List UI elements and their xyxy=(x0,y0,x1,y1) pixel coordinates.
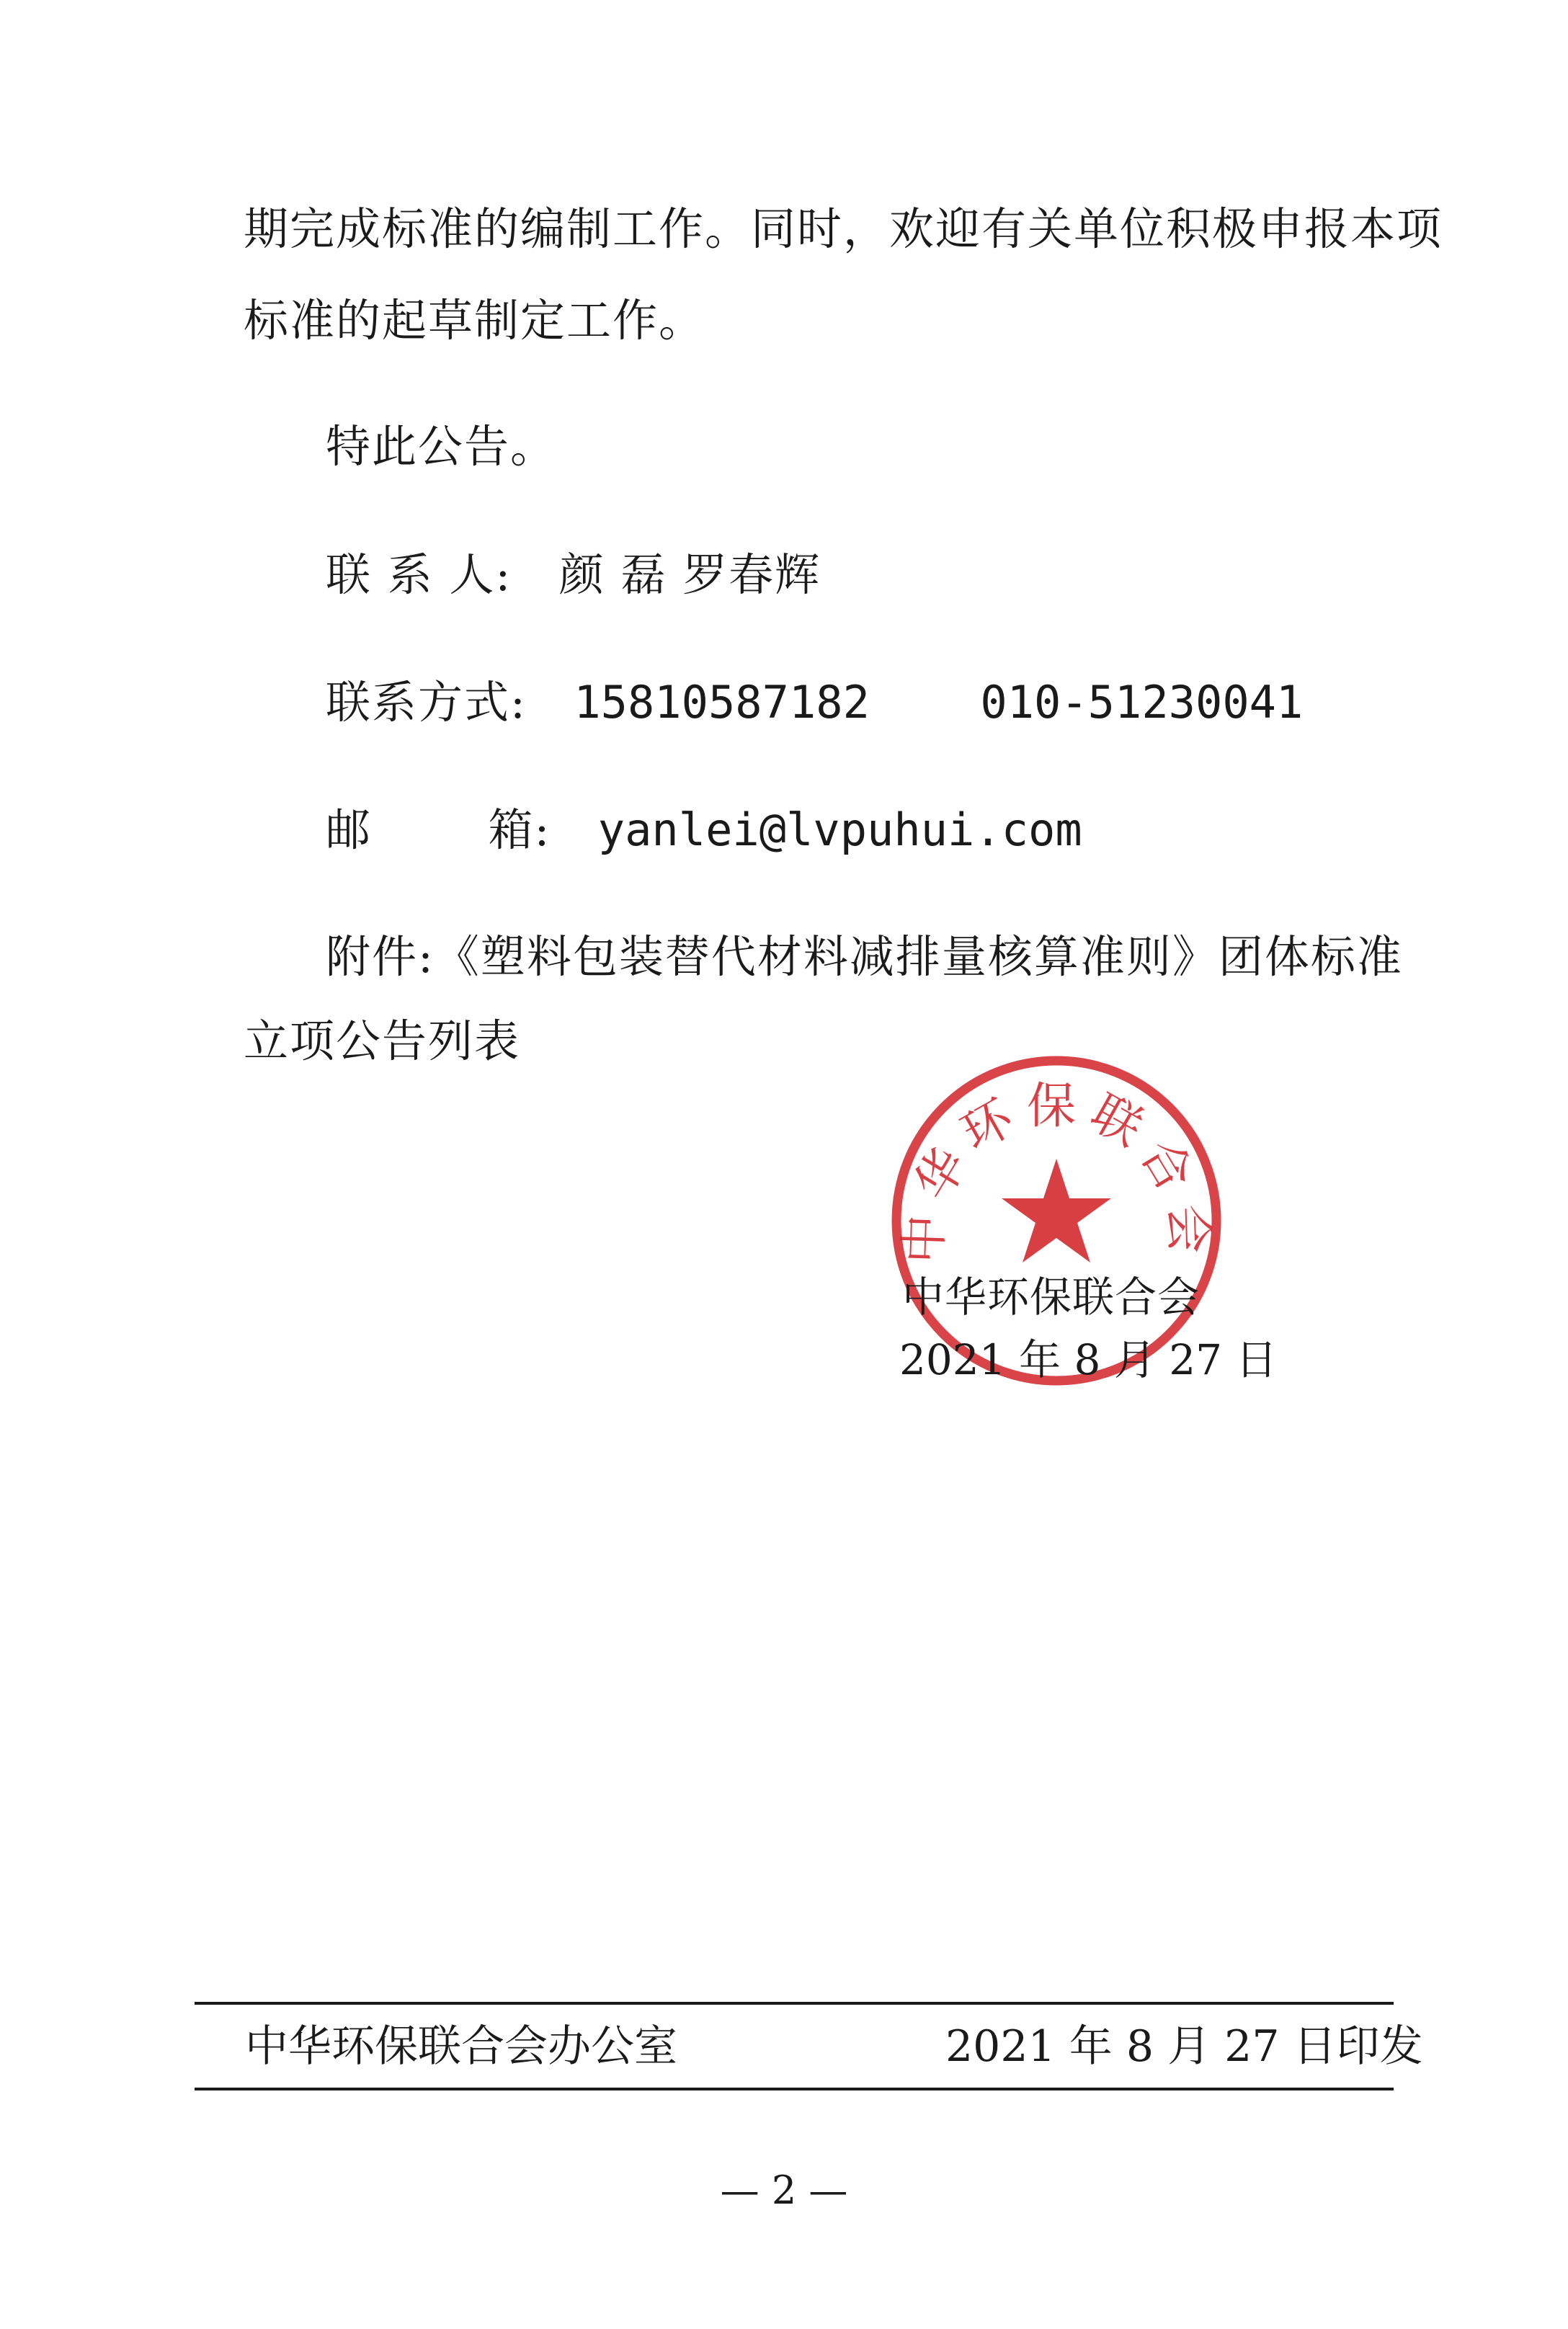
closing-text: 特此公告。 xyxy=(326,420,557,473)
footer-issue-date: 2021 年 8 月 27 日印发 xyxy=(945,2021,1423,2072)
footer-bottom-rule xyxy=(195,2088,1394,2090)
attachment-line: 附件:《塑料包装替代材料减排量核算准则》团体标准 xyxy=(326,930,1403,983)
footer-issuer: 中华环保联合会办公室 xyxy=(245,2021,677,2072)
email-label-char-1: 邮 xyxy=(326,803,373,856)
star-icon xyxy=(1002,1159,1111,1263)
footer-top-rule xyxy=(195,2002,1394,2005)
attachment-line: 立项公告列表 xyxy=(244,1015,521,1067)
body-paragraph-line: 期完成标准的编制工作。同时，欢迎有关单位积极申报本项 xyxy=(244,202,1443,255)
contact-phone-2: 010-51230041 xyxy=(980,676,1304,729)
signature-organization: 中华环保联合会 xyxy=(902,1273,1200,1322)
contact-phone-label: 联系方式: xyxy=(326,676,527,729)
contact-person-value: 颜 磊 罗春辉 xyxy=(558,548,821,601)
contact-person-label: 联 系 人: xyxy=(326,548,512,601)
contact-phone-1: 15810587182 xyxy=(574,676,870,729)
email-value: yanlei@lvpuhui.com xyxy=(597,803,1082,856)
contact-phone-row xyxy=(326,674,1303,731)
email-label-char-2: 箱: xyxy=(488,803,551,856)
seal-text: 中华环保联合会 xyxy=(895,1078,1218,1265)
page-number: — 2 — xyxy=(720,2168,848,2213)
contact-person-row xyxy=(326,546,821,604)
body-paragraph-line: 标准的起草制定工作。 xyxy=(244,294,705,347)
email-row xyxy=(326,801,1082,859)
signature-date: 2021 年 8 月 27 日 xyxy=(899,1335,1278,1384)
